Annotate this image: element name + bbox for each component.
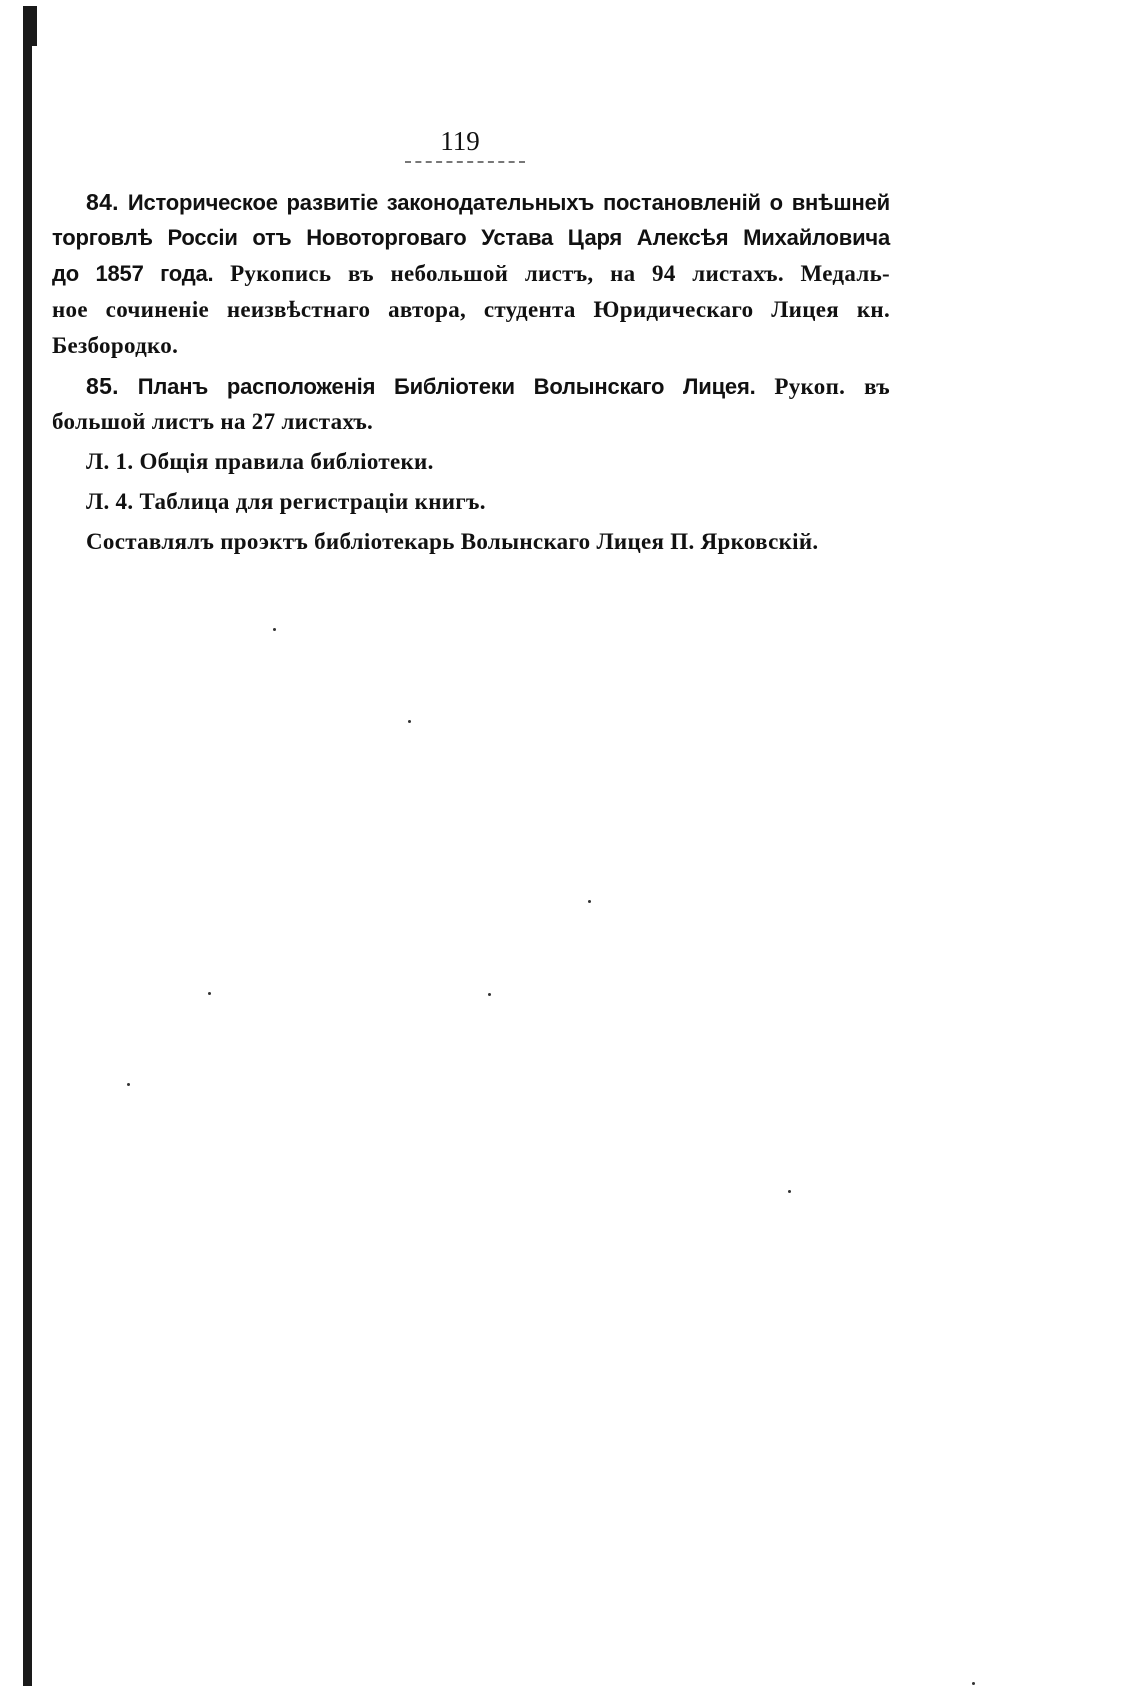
page-number-rule bbox=[405, 161, 525, 163]
entry-85-line-2 bbox=[52, 404, 890, 440]
entry-number: 84. bbox=[86, 189, 119, 215]
entry-85-line-1 bbox=[52, 368, 890, 404]
entry-heading: Планъ расположенія Библіотеки Волынскаго Лицея. bbox=[137, 374, 756, 399]
scan-speck bbox=[588, 900, 591, 903]
scan-speck bbox=[788, 1190, 791, 1193]
scan-edge-mark bbox=[32, 6, 37, 46]
entry-84-line-3 bbox=[52, 256, 890, 292]
scan-speck bbox=[488, 993, 491, 996]
entry-84-line-1 bbox=[52, 184, 890, 220]
entry-84-line-5 bbox=[52, 328, 890, 364]
entry-85-item: Л. 1. Общія правила библіотеки. bbox=[86, 449, 434, 474]
scan-speck bbox=[408, 720, 411, 723]
entry-text: Безбородко. bbox=[52, 333, 179, 358]
page-number: 119 bbox=[440, 126, 480, 156]
scan-speck bbox=[127, 1083, 130, 1086]
entry-heading: торговлѣ Россіи отъ Новоторговаго Устава Царя Алексѣя Михайловича bbox=[52, 225, 890, 250]
scan-edge-bar bbox=[23, 6, 32, 1686]
entry-heading: до 1857 года. bbox=[52, 261, 214, 286]
entry-text: Рукопись въ небольшой листъ, на 94 листахъ. Медаль- bbox=[230, 261, 890, 286]
catalog-text bbox=[52, 184, 890, 560]
entry-number: 85. bbox=[86, 373, 119, 399]
scan-speck bbox=[208, 992, 211, 995]
entry-text: Рукоп. въ bbox=[774, 374, 890, 399]
entry-text: большой листъ на 27 листахъ. bbox=[52, 409, 374, 434]
entry-84-line-2 bbox=[52, 220, 890, 256]
entry-85-item: Составлялъ проэктъ библіотекарь Волынскаго Лицея П. Ярковскій. bbox=[86, 529, 819, 554]
entry-85-item: Л. 4. Таблица для регистраціи книгъ. bbox=[86, 489, 486, 514]
entry-text: ное сочиненіе неизвѣстнаго автора, студента Юридическаго Лицея кн. bbox=[52, 297, 890, 322]
scan-speck bbox=[273, 628, 276, 631]
entry-heading: Историческое развитіе законодательныхъ постановленій о внѣшней bbox=[127, 190, 890, 215]
scan-speck bbox=[972, 1682, 975, 1685]
entry-84-line-4 bbox=[52, 292, 890, 328]
